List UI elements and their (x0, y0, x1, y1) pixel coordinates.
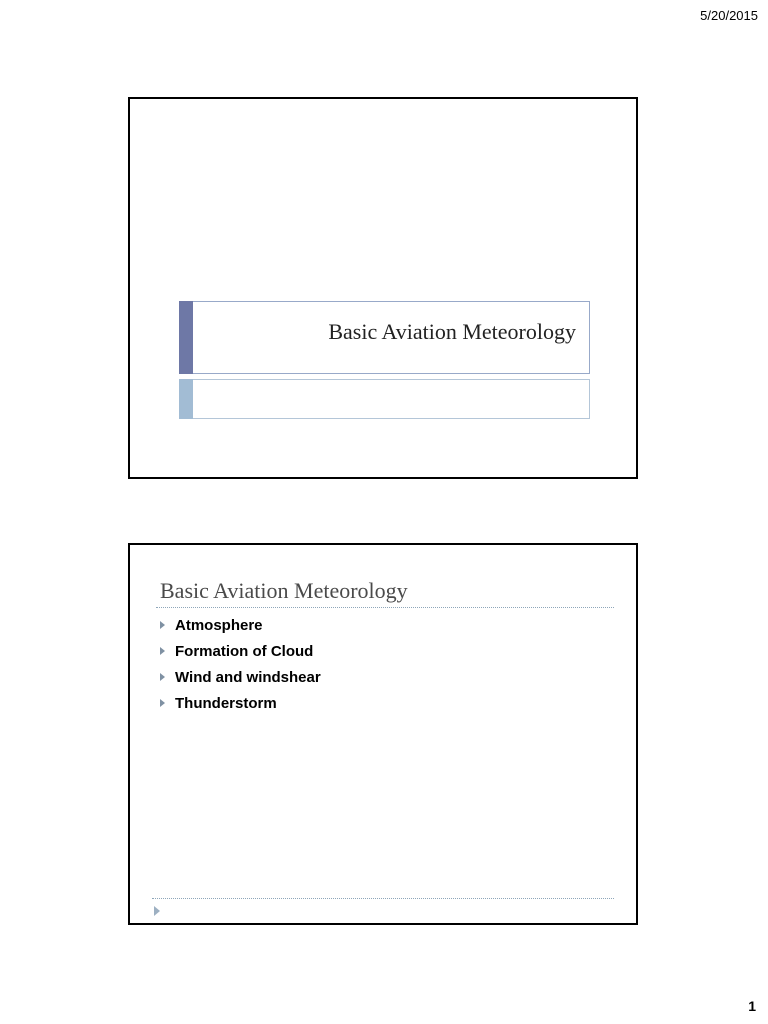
triangle-right-icon (160, 647, 165, 655)
title-placeholder (179, 301, 590, 374)
bullet-item (160, 615, 321, 641)
title-accent-bar (179, 301, 193, 374)
slide-title: Basic Aviation Meteorology (160, 578, 408, 603)
bullet-text: Atmosphere (175, 617, 263, 634)
page-date: 5/20/2015 (700, 8, 758, 23)
slide-title: Basic Aviation Meteorology (328, 319, 576, 344)
title-divider (156, 607, 614, 608)
triangle-right-icon (160, 621, 165, 629)
footer-divider (152, 898, 614, 899)
triangle-right-icon (160, 699, 165, 707)
bullet-item (160, 667, 321, 693)
bullet-text: Thunderstorm (175, 695, 277, 712)
page-number: 1 (748, 998, 756, 1014)
triangle-right-icon (154, 906, 160, 916)
bullet-item (160, 693, 321, 719)
title-slide (128, 97, 638, 479)
bullet-list (160, 615, 321, 719)
triangle-right-icon (160, 673, 165, 681)
subtitle-placeholder (179, 379, 590, 419)
bullet-item (160, 641, 321, 667)
content-slide (128, 543, 638, 925)
bullet-text: Wind and windshear (175, 669, 321, 686)
subtitle-accent-bar (179, 379, 193, 419)
bullet-text: Formation of Cloud (175, 643, 314, 660)
